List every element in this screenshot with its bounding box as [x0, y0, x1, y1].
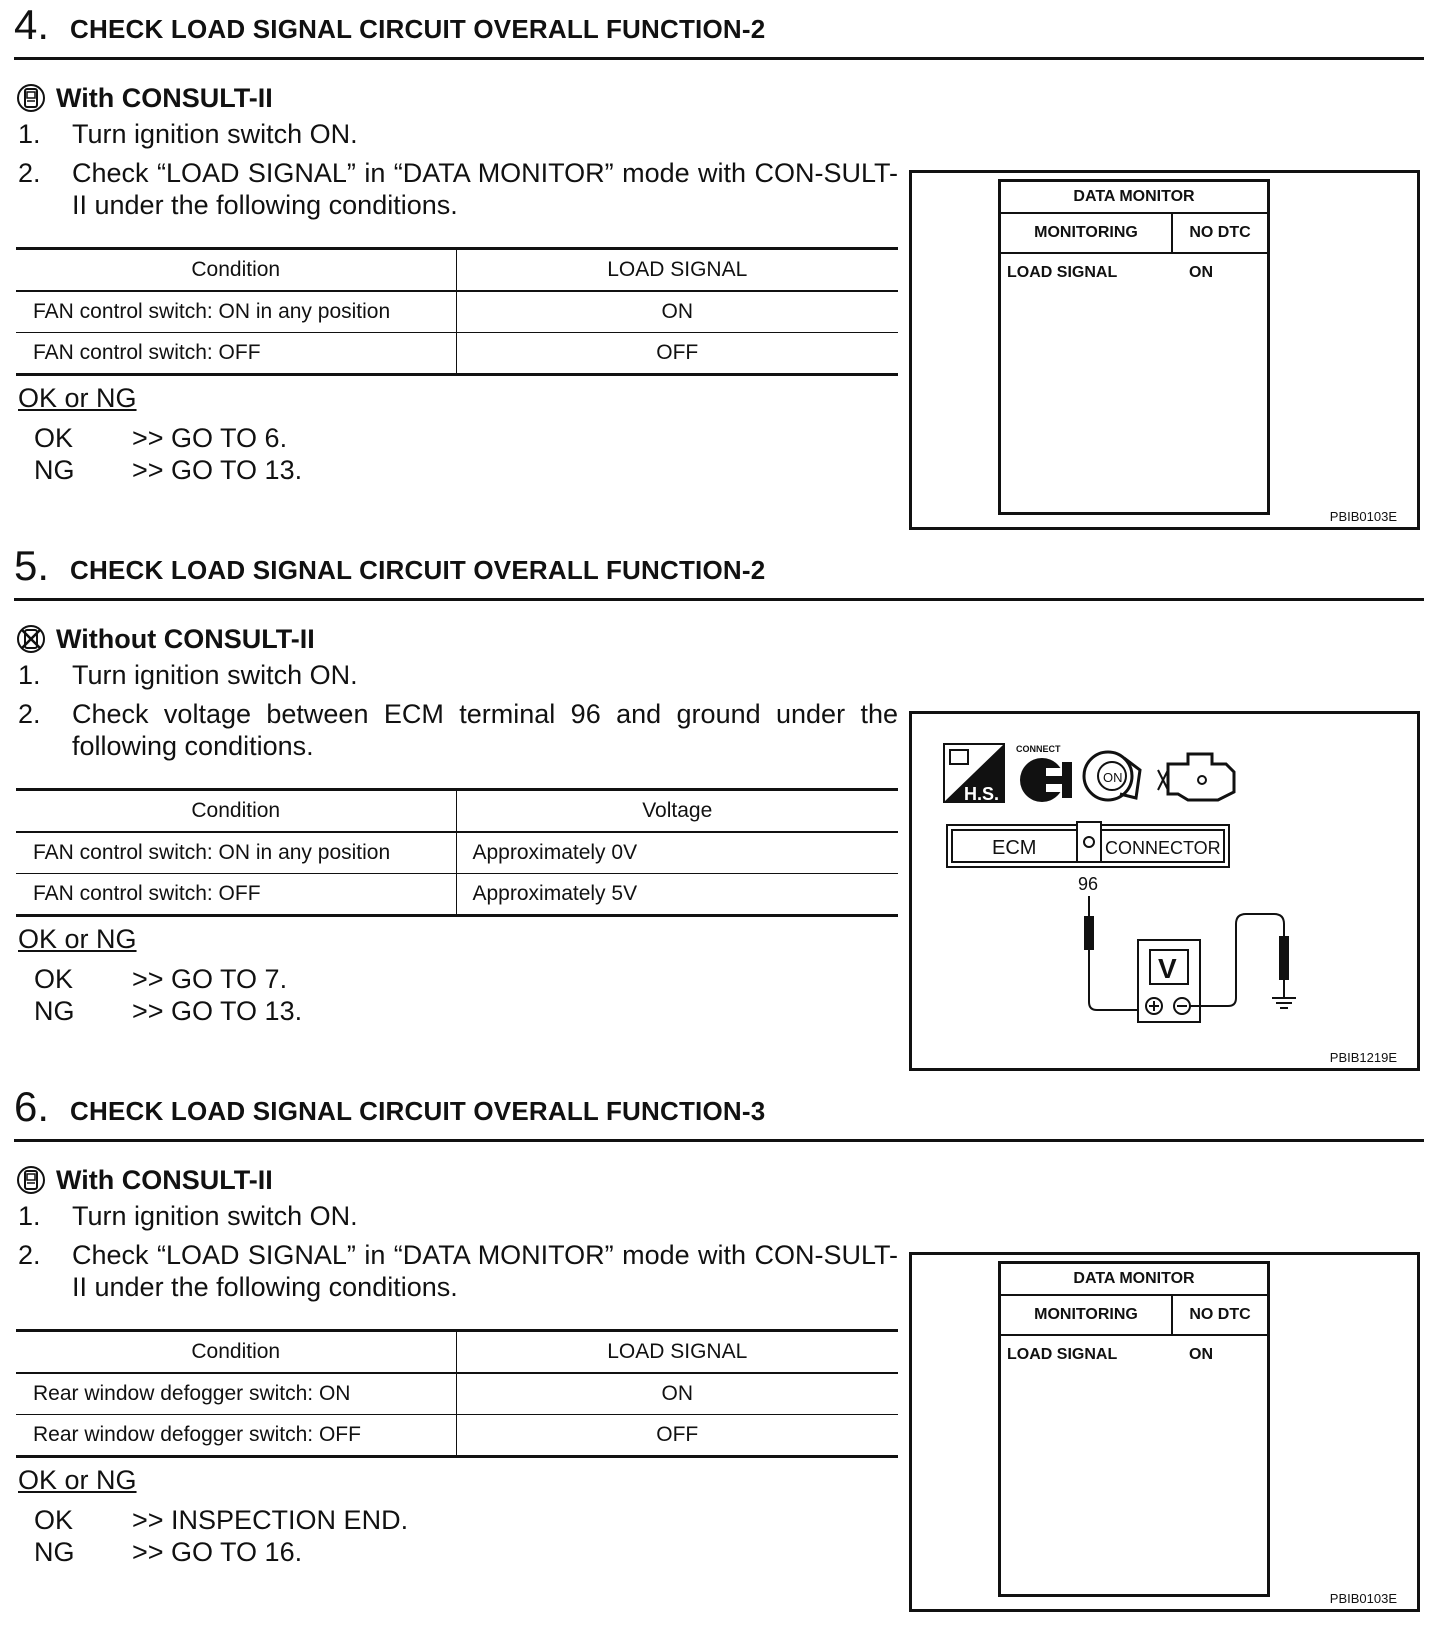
- step-number: 6.: [14, 1083, 50, 1130]
- negative-probe: [1190, 914, 1289, 1006]
- voltmeter-icon: [1138, 940, 1200, 1022]
- instruction-number: 2.: [18, 158, 41, 188]
- data-monitor-title: DATA MONITOR: [1001, 1264, 1267, 1296]
- consult-tester-icon: [16, 83, 46, 113]
- table-header-value: Voltage: [456, 790, 898, 832]
- mode-line: [16, 623, 315, 655]
- data-monitor-figure: [909, 1252, 1420, 1612]
- monitor-item-value: ON: [1189, 1346, 1213, 1363]
- condition-table: [16, 788, 898, 917]
- instruction-1: [18, 118, 898, 150]
- result-key: OK: [34, 964, 74, 994]
- result-value: >> GO TO 6.: [132, 423, 288, 453]
- mode-line: [16, 82, 273, 114]
- table-cell-value: ON: [456, 1373, 898, 1415]
- result-key: NG: [34, 455, 75, 485]
- table-row: [16, 291, 898, 333]
- data-monitor-title: DATA MONITOR: [1001, 182, 1267, 214]
- ground-icon: [1272, 998, 1296, 1008]
- consult-tester-icon: [16, 1165, 46, 1195]
- table-row: [16, 1415, 898, 1457]
- condition-table: [16, 247, 898, 376]
- step-title: CHECK LOAD SIGNAL CIRCUIT OVERALL FUNCTION-3: [70, 1096, 766, 1126]
- figure-code: PBIB0103E: [1329, 1591, 1397, 1606]
- table-header-condition: Condition: [16, 249, 456, 291]
- table-cell-condition: FAN control switch: ON in any position: [16, 832, 456, 874]
- no-dtc-label: NO DTC: [1189, 224, 1251, 241]
- table-cell-value: Approximately 0V: [456, 832, 898, 874]
- result-value: >> INSPECTION END.: [132, 1505, 409, 1535]
- condition-table: [16, 1329, 898, 1458]
- result-value: >> GO TO 16.: [132, 1537, 303, 1567]
- on-label: ON: [1103, 770, 1123, 785]
- connect-label: CONNECT: [1016, 744, 1061, 754]
- instruction-number: 2.: [18, 699, 41, 729]
- table-cell-condition: FAN control switch: OFF: [16, 333, 456, 375]
- ecm-connector: [947, 822, 1229, 867]
- table-cell-value: OFF: [456, 1415, 898, 1457]
- table-cell-condition: FAN control switch: ON in any position: [16, 291, 456, 333]
- ok-or-ng-title: OK or NG: [18, 1465, 137, 1495]
- table-header-condition: Condition: [16, 1331, 456, 1373]
- mode-line: [16, 1164, 273, 1196]
- data-monitor-figure: [909, 170, 1420, 530]
- ok-or-ng-title: OK or NG: [18, 383, 137, 413]
- instruction-text: Turn ignition switch ON.: [72, 1201, 358, 1231]
- monitoring-label: MONITORING: [1001, 1296, 1173, 1334]
- mode-label: Without CONSULT-II: [56, 624, 315, 654]
- mode-label: With CONSULT-II: [56, 1165, 273, 1195]
- step-title: CHECK LOAD SIGNAL CIRCUIT OVERALL FUNCTION-2: [70, 555, 766, 585]
- meter-label: V: [1158, 953, 1177, 984]
- no-consult-icon: [16, 624, 46, 654]
- result-value: >> GO TO 13.: [132, 996, 303, 1026]
- ecm-voltage-diagram: [912, 714, 1417, 1068]
- data-monitor-screen: [998, 1261, 1270, 1597]
- result-key: NG: [34, 1537, 75, 1567]
- step-header: [14, 0, 1424, 60]
- ignition-on-icon: [1084, 752, 1140, 800]
- instruction-text: Check “LOAD SIGNAL” in “DATA MONITOR” mode with CON-SULT-II under the following conditions.: [72, 1240, 898, 1302]
- ok-or-ng-title: OK or NG: [18, 924, 137, 954]
- result-key: OK: [34, 423, 74, 453]
- table-cell-value: OFF: [456, 333, 898, 375]
- table-row: [16, 1373, 898, 1415]
- monitor-item-name: LOAD SIGNAL: [1007, 264, 1118, 281]
- monitoring-label: MONITORING: [1001, 214, 1173, 252]
- data-monitor-header-row: [1001, 214, 1267, 254]
- table-cell-condition: Rear window defogger switch: OFF: [16, 1415, 456, 1457]
- instruction-number: 1.: [18, 660, 41, 690]
- table-row: [16, 832, 898, 874]
- ecm-label: ECM: [992, 837, 1037, 859]
- table-cell-value: ON: [456, 291, 898, 333]
- monitor-item-value: ON: [1189, 264, 1213, 281]
- instruction-number: 1.: [18, 1201, 41, 1231]
- table-header-condition: Condition: [16, 790, 456, 832]
- instruction-text: Check voltage between ECM terminal 96 and ground under the following conditions.: [72, 699, 898, 761]
- connect-icon: [1016, 744, 1072, 802]
- step-header: [14, 541, 1424, 601]
- figure-code: PBIB1219E: [1329, 1050, 1397, 1065]
- data-monitor-screen: [998, 179, 1270, 515]
- table-row: [16, 333, 898, 375]
- no-dtc-label: NO DTC: [1189, 1306, 1251, 1323]
- instruction-text: Turn ignition switch ON.: [72, 119, 358, 149]
- table-cell-condition: FAN control switch: OFF: [16, 874, 456, 916]
- hs-label: H.S.: [964, 784, 1000, 804]
- terminal-number: 96: [1078, 874, 1099, 894]
- step-number: 5.: [14, 542, 50, 589]
- table-header-value: LOAD SIGNAL: [456, 1331, 898, 1373]
- mode-label: With CONSULT-II: [56, 83, 273, 113]
- table-header-value: LOAD SIGNAL: [456, 249, 898, 291]
- step-title: CHECK LOAD SIGNAL CIRCUIT OVERALL FUNCTION-2: [70, 14, 766, 44]
- monitor-item-name: LOAD SIGNAL: [1007, 1346, 1118, 1363]
- table-cell-condition: Rear window defogger switch: ON: [16, 1373, 456, 1415]
- result-value: >> GO TO 13.: [132, 455, 303, 485]
- instruction-text: Turn ignition switch ON.: [72, 660, 358, 690]
- instruction-text: Check “LOAD SIGNAL” in “DATA MONITOR” mode with CON-SULT-II under the following conditions.: [72, 158, 898, 220]
- step-header: [14, 1082, 1424, 1142]
- table-cell-value: Approximately 5V: [456, 874, 898, 916]
- instruction-1: [18, 659, 898, 691]
- instruction-number: 2.: [18, 1240, 41, 1270]
- result-key: NG: [34, 996, 75, 1026]
- instruction-2: [18, 1239, 898, 1303]
- step-number: 4.: [14, 1, 50, 48]
- instruction-2: [18, 157, 898, 221]
- instruction-number: 1.: [18, 119, 41, 149]
- figure-code: PBIB0103E: [1329, 509, 1397, 524]
- positive-probe: [1084, 896, 1144, 1010]
- engine-icon: [1158, 754, 1234, 800]
- hs-icon: [944, 744, 1004, 804]
- voltage-check-figure: [909, 711, 1420, 1071]
- instruction-1: [18, 1200, 898, 1232]
- connector-label: CONNECTOR: [1105, 838, 1221, 858]
- table-row: [16, 874, 898, 916]
- data-monitor-header-row: [1001, 1296, 1267, 1336]
- instruction-2: [18, 698, 898, 762]
- result-key: OK: [34, 1505, 74, 1535]
- result-value: >> GO TO 7.: [132, 964, 288, 994]
